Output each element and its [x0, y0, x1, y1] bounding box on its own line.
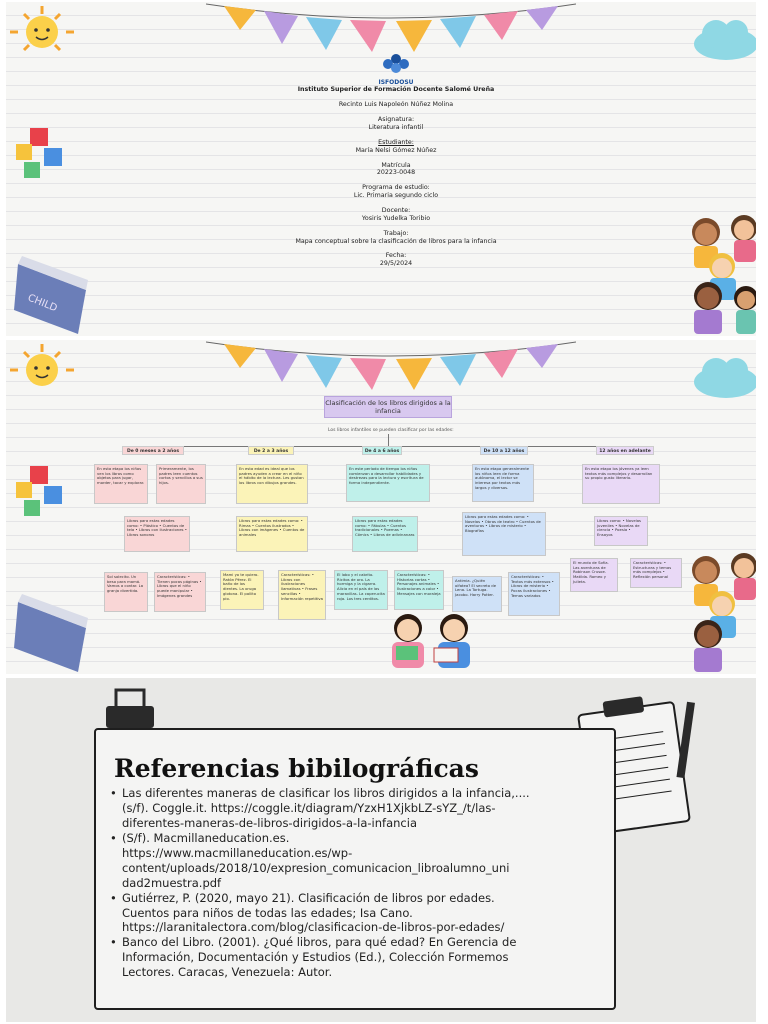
reference-line: • (S/f). Macmillaneducation.es.	[122, 830, 290, 845]
concept-box: Libros para estas edades como: • Fábulas • Cuentos tradicionales • Poemas • Cómics • Libros de adivinanzas	[352, 516, 418, 552]
reading-kids-illustration	[384, 610, 480, 674]
institution-name: Instituto Superior de Formación Docente Salomé Ureña	[297, 86, 495, 94]
puzzle-icon	[14, 126, 66, 180]
cloud-icon	[686, 350, 756, 402]
binder-clip-icon	[102, 684, 158, 734]
characteristics-box: Características: • Libros con ilustraciones llamativas • Frases sencillas • Información repetitiva	[278, 570, 326, 620]
concept-box: En esta edad es ideal que los padres ayuden a crear en el niño el hábito de la lectura. Les gustan los libros con dibujos grandes.	[236, 464, 308, 504]
map-title: Clasificación de los libros dirigidos a la infancia	[324, 396, 452, 418]
reference-line: • Las diferentes maneras de clasificar los libros dirigidos a la infancia,....	[122, 786, 530, 800]
reference-item	[110, 891, 610, 936]
reference-line[interactable]: (s/f). Coggle.it. https://coggle.it/diagram/YzxH1XjkbLZ-sYZ_/t/las-	[122, 800, 496, 815]
teacher-label: Docente:	[381, 206, 411, 214]
concept-box: Libros para estas edades como: • Plástico • Cuentos de tela • Libros con ilustraciones • Libros sonoros	[124, 516, 190, 552]
references-card	[94, 728, 616, 1010]
reference-line[interactable]: https://laranitalectora.com/blog/clasificacion-de-libros-por-edades/	[122, 920, 505, 935]
svg-text:CHILD: CHILD	[26, 292, 59, 315]
student-value: María Nelsi Gómez Núñez	[355, 146, 437, 154]
concept-box: En esta etapa generalmente los niños leen de forma autónoma, el lector se interesa por textos más largos y diversos.	[472, 464, 534, 502]
institution-logo-icon	[376, 52, 416, 74]
concept-box: Libros para estas edades como: • Novelas • Obras de teatro • Cuentos de aventuras • Libros de misterio • Biografías	[462, 512, 546, 556]
reference-line: Lectores. Caracas, Venezuela: Autor.	[122, 965, 333, 980]
reference-line: • Banco del Libro. (2001). ¿Qué libros, para qué edad? En Gerencia de	[122, 935, 517, 950]
characteristics-box: Características: • Tienen pocas páginas • Libros que el niño puede manipular • Imágenes grandes	[154, 572, 206, 612]
sun-icon	[10, 4, 74, 62]
id-label: Matrícula	[381, 161, 411, 169]
book-icon	[12, 588, 98, 674]
cover-info	[266, 52, 526, 268]
characteristics-box: Características: • Estructuras y temas más complejos • Reflexión personal	[630, 558, 682, 588]
id-value: 20223-0048	[376, 169, 416, 177]
example-box: Sol solecito. Un beso para mamá. Vamos a contar. La granja divertida.	[104, 572, 148, 612]
sun-icon	[10, 342, 74, 400]
references-slide	[6, 678, 756, 1022]
example-box: Antimia. ¿Quién olfatea? El secreto de Lena. La Tortuga. Jacobo. Harry Potter.	[452, 576, 502, 612]
work-label: Trabajo:	[383, 229, 409, 237]
program-value: Lic. Primaria segundo ciclo	[353, 192, 439, 200]
logo-text: ISFODOSU	[378, 78, 414, 86]
cover-slide	[6, 2, 756, 336]
age-group-0-2: De 0 meses a 2 años	[122, 446, 184, 455]
concept-map-slide	[6, 340, 756, 674]
age-group-4-6: De 4 a 6 años	[362, 446, 402, 455]
reference-item	[110, 935, 610, 980]
subject-label: Asignatura:	[377, 116, 415, 124]
book-icon	[12, 250, 98, 336]
connector-line	[388, 434, 389, 446]
reference-line: Cuentos para niños de todas las edades; Isa Cano.	[122, 905, 413, 920]
work-value: Mapa conceptual sobre la clasificación de libros para la infancia	[295, 237, 497, 245]
references-title: Referencias bibilográficas	[114, 754, 479, 783]
reference-line: • Gutiérrez, P. (2020, mayo 21). Clasificación de libros por edades.	[122, 890, 495, 905]
example-box: Mami yo te quiero. Ratón Pérez. El baño de los dientes. La oruga glotona. El pollito pio.	[220, 570, 264, 610]
reference-item	[110, 831, 610, 891]
bunting-decoration	[206, 340, 576, 398]
characteristics-box: Características: • Historias cortas • Personajes animales • Ilustraciones a color • Mensajes con moraleja	[394, 570, 444, 610]
concept-box: Libros como: • Novelas juveniles • Novelas de ciencia • Poesía • Ensayos	[594, 516, 648, 546]
example-box: El mundo de Sofía. Las aventuras de Robinson Crusoe. Matilda. Romeo y Julieta.	[570, 558, 618, 592]
concept-box: En esta etapa los jóvenes ya leen textos más complejos y desarrollan su propio gusto literario.	[582, 464, 660, 504]
map-subtitle: Los libros infantiles se pueden clasificar por las edades:	[328, 428, 454, 433]
age-group-2-3: De 2 a 3 años	[248, 446, 294, 455]
cloud-icon	[686, 12, 756, 64]
characteristics-box: Características: • Textos más extensos • Libros de misterio • Pocas ilustraciones • Temas variados	[508, 572, 560, 616]
children-illustration	[662, 210, 756, 336]
campus-name: Recinto Luis Napoleón Núñez Molina	[338, 101, 454, 109]
concept-box: Primeramente, los padres leen cuentos cortos y sencillos a sus hijos.	[156, 464, 206, 504]
teacher-value: Yosiris Yudelka Toribio	[361, 214, 431, 222]
program-label: Programa de estudio:	[362, 184, 430, 192]
references-list	[110, 786, 610, 980]
puzzle-icon	[14, 464, 66, 518]
reference-line: Información, Documentación y Estudios (Ed.), Colección Formemos	[122, 950, 509, 965]
age-group-10-12: De 10 a 12 años	[480, 446, 528, 455]
concept-box: Libros para estas edades como: • Rimas • Cuentos ilustrados • Libros con imágenes • Cuentos de animales	[236, 516, 308, 552]
reference-line[interactable]: https://www.macmillaneducation.es/wp-	[122, 845, 353, 860]
reference-item	[110, 786, 610, 831]
subject-value: Literatura infantil	[368, 123, 424, 131]
reference-line[interactable]: diferentes-maneras-de-libros-dirigidos-a-la-infancia	[122, 815, 417, 830]
age-group-12-plus: 12 años en adelante	[596, 446, 654, 455]
reference-line[interactable]: dad2muestra.pdf	[122, 875, 222, 890]
date-value: 29/5/2024	[379, 260, 413, 268]
date-label: Fecha:	[385, 252, 407, 260]
concept-box: En esta etapa los niños ven los libros como objetos para jugar, morder, tocar y explorar.	[94, 464, 148, 504]
reference-line[interactable]: content/uploads/2018/10/expresion_comunicacion_libroalumno_uni	[122, 860, 510, 875]
concept-box: En este período de tiempo los niños comienzan a desarrollar habilidades y destrezas para la lectura y escritura de forma independiente.	[346, 464, 430, 502]
example-box: El lobo y el cabrito. Ricitos de oro. La hormiga y la cigarra. Alicia en el país de las maravillas. La caperucita roja. Los tres cerditos.	[334, 570, 388, 610]
student-label: Estudiante:	[378, 138, 414, 146]
